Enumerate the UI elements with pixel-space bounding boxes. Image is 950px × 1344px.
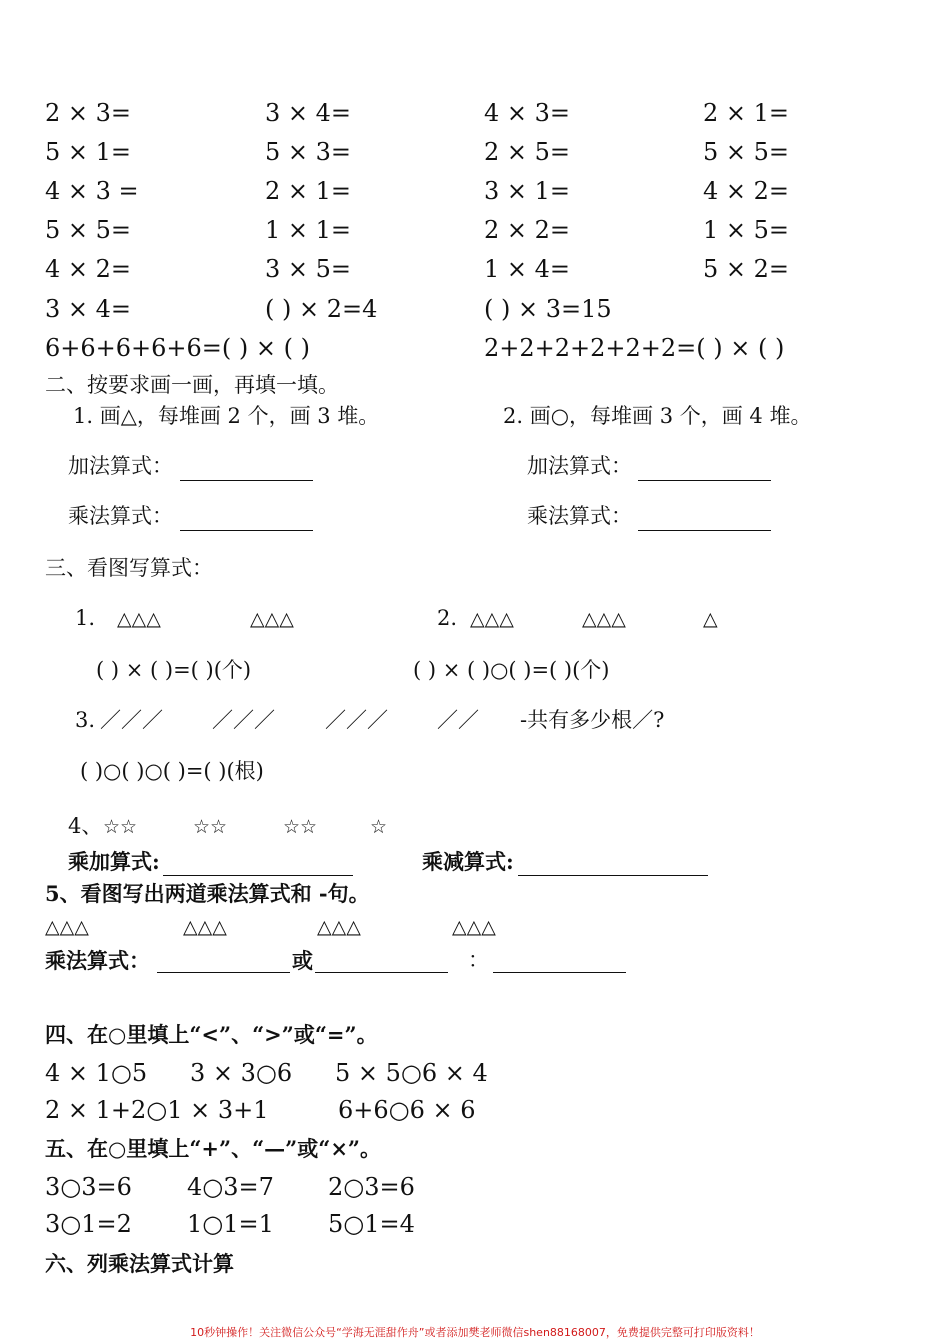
equation: 3 × 5= bbox=[265, 255, 352, 283]
multiply-add-label: 乘加算式: bbox=[68, 849, 160, 874]
equation: 2 × 3= bbox=[45, 99, 132, 127]
equation: 5 × 3= bbox=[265, 138, 352, 166]
stick-group: ／／／ bbox=[212, 708, 275, 732]
multiplication-label: 乘法算式： bbox=[527, 504, 632, 528]
footer-notice: 10秒钟操作！关注微信公众号“学海无涯甜作舟”或者添加樊老师微信shen88168007，免费提供完整可打印版资料！ bbox=[190, 1326, 760, 1339]
operator-item: 3○1=2 bbox=[45, 1210, 132, 1238]
multiplication-label: 乘法算式： bbox=[68, 504, 173, 528]
answer-line bbox=[638, 530, 771, 531]
operator-item: 2○3=6 bbox=[328, 1173, 415, 1201]
equation-blank: 2+2+2+2+2+2=( ) × ( ) bbox=[484, 334, 785, 362]
answer-line bbox=[638, 480, 771, 481]
question-number: 1. bbox=[75, 606, 96, 630]
question-number: 2. bbox=[437, 606, 458, 630]
answer-line bbox=[518, 875, 708, 876]
triangle-group: △△△ bbox=[470, 608, 514, 630]
star-group: ☆☆ bbox=[103, 816, 138, 838]
question-text: -共有多少根／? bbox=[520, 708, 665, 732]
formula-blank: ( )○( )○( )=( )(根) bbox=[80, 759, 264, 783]
equation: 2 × 2= bbox=[484, 216, 571, 244]
answer-line bbox=[163, 875, 353, 876]
triangle-group: △△△ bbox=[250, 608, 294, 630]
question-number: 4、 bbox=[68, 814, 103, 838]
compare-item: 2 × 1+2○1 × 3+1 bbox=[45, 1096, 269, 1124]
section-title: 五、在○里填上“+”、“—”或“×”。 bbox=[45, 1136, 381, 1161]
equation: 2 × 1= bbox=[265, 177, 352, 205]
answer-line bbox=[315, 972, 448, 973]
triangle-group: △ bbox=[703, 608, 718, 630]
compare-item: 5 × 5○6 × 4 bbox=[335, 1059, 488, 1087]
star-group: ☆☆ bbox=[283, 816, 318, 838]
multiplication-label: 乘法算式： bbox=[45, 948, 150, 973]
equation: 1 × 4= bbox=[484, 255, 571, 283]
equation: 5 × 2= bbox=[703, 255, 790, 283]
colon: ： bbox=[468, 948, 489, 972]
equation-blank: ( ) × 3=15 bbox=[484, 295, 612, 323]
equation: 5 × 1= bbox=[45, 138, 132, 166]
section-title: 二、按要求画一画，再填一填。 bbox=[45, 373, 339, 397]
multiply-subtract-label: 乘减算式: bbox=[422, 849, 514, 874]
or-text: 或 bbox=[292, 948, 313, 973]
operator-item: 1○1=1 bbox=[187, 1210, 274, 1238]
compare-item: 6+6○6 × 6 bbox=[338, 1096, 476, 1124]
equation: 1 × 1= bbox=[265, 216, 352, 244]
equation: 2 × 5= bbox=[484, 138, 571, 166]
triangle-group: △△△ bbox=[117, 608, 161, 630]
equation-blank: 6+6+6+6+6=( ) × ( ) bbox=[45, 334, 310, 362]
equation: 5 × 5= bbox=[45, 216, 132, 244]
equation: 3 × 1= bbox=[484, 177, 571, 205]
stick-group: ／／／ bbox=[325, 708, 388, 732]
addition-label: 加法算式： bbox=[68, 454, 173, 478]
operator-item: 5○1=4 bbox=[328, 1210, 415, 1238]
equation: 3 × 4= bbox=[45, 295, 132, 323]
operator-item: 4○3=7 bbox=[187, 1173, 274, 1201]
compare-item: 4 × 1○5 bbox=[45, 1059, 148, 1087]
equation: 3 × 4= bbox=[265, 99, 352, 127]
answer-line bbox=[180, 530, 313, 531]
section-title: 四、在○里填上“<”、“>”或“=”。 bbox=[45, 1022, 378, 1047]
equation: 4 × 3 = bbox=[45, 177, 139, 205]
star-group: ☆ bbox=[370, 816, 388, 838]
triangle-group: △△△ bbox=[183, 916, 227, 938]
answer-line bbox=[180, 480, 313, 481]
stick-group: ／／ bbox=[437, 708, 479, 732]
answer-line bbox=[493, 972, 626, 973]
equation: 4 × 3= bbox=[484, 99, 571, 127]
triangle-group: △△△ bbox=[317, 916, 361, 938]
formula-blank: ( ) × ( )=( )(个) bbox=[96, 658, 252, 682]
question-number: 3. bbox=[75, 708, 96, 732]
addition-label: 加法算式： bbox=[527, 454, 632, 478]
question-1: 1. 画△，每堆画 2 个，画 3 堆。 bbox=[73, 404, 380, 428]
equation: 2 × 1= bbox=[703, 99, 790, 127]
equation: 4 × 2= bbox=[703, 177, 790, 205]
equation: 4 × 2= bbox=[45, 255, 132, 283]
triangle-group: △△△ bbox=[582, 608, 626, 630]
compare-item: 3 × 3○6 bbox=[190, 1059, 293, 1087]
operator-item: 3○3=6 bbox=[45, 1173, 132, 1201]
equation-blank: ( ) × 2=4 bbox=[265, 295, 378, 323]
equation: 1 × 5= bbox=[703, 216, 790, 244]
answer-line bbox=[157, 972, 290, 973]
section-title: 三、看图写算式： bbox=[45, 556, 213, 580]
stick-group: ／／／ bbox=[100, 708, 163, 732]
triangle-group: △△△ bbox=[45, 916, 89, 938]
question-2: 2. 画○，每堆画 3 个，画 4 堆。 bbox=[503, 404, 812, 428]
section-6-title: 六、列乘法算式计算 bbox=[45, 1251, 234, 1276]
star-group: ☆☆ bbox=[193, 816, 228, 838]
equation: 5 × 5= bbox=[703, 138, 790, 166]
formula-blank: ( ) × ( )○( )=( )(个) bbox=[413, 658, 610, 682]
question-5-title: 5、看图写出两道乘法算式和 -句。 bbox=[45, 881, 370, 906]
triangle-group: △△△ bbox=[452, 916, 496, 938]
